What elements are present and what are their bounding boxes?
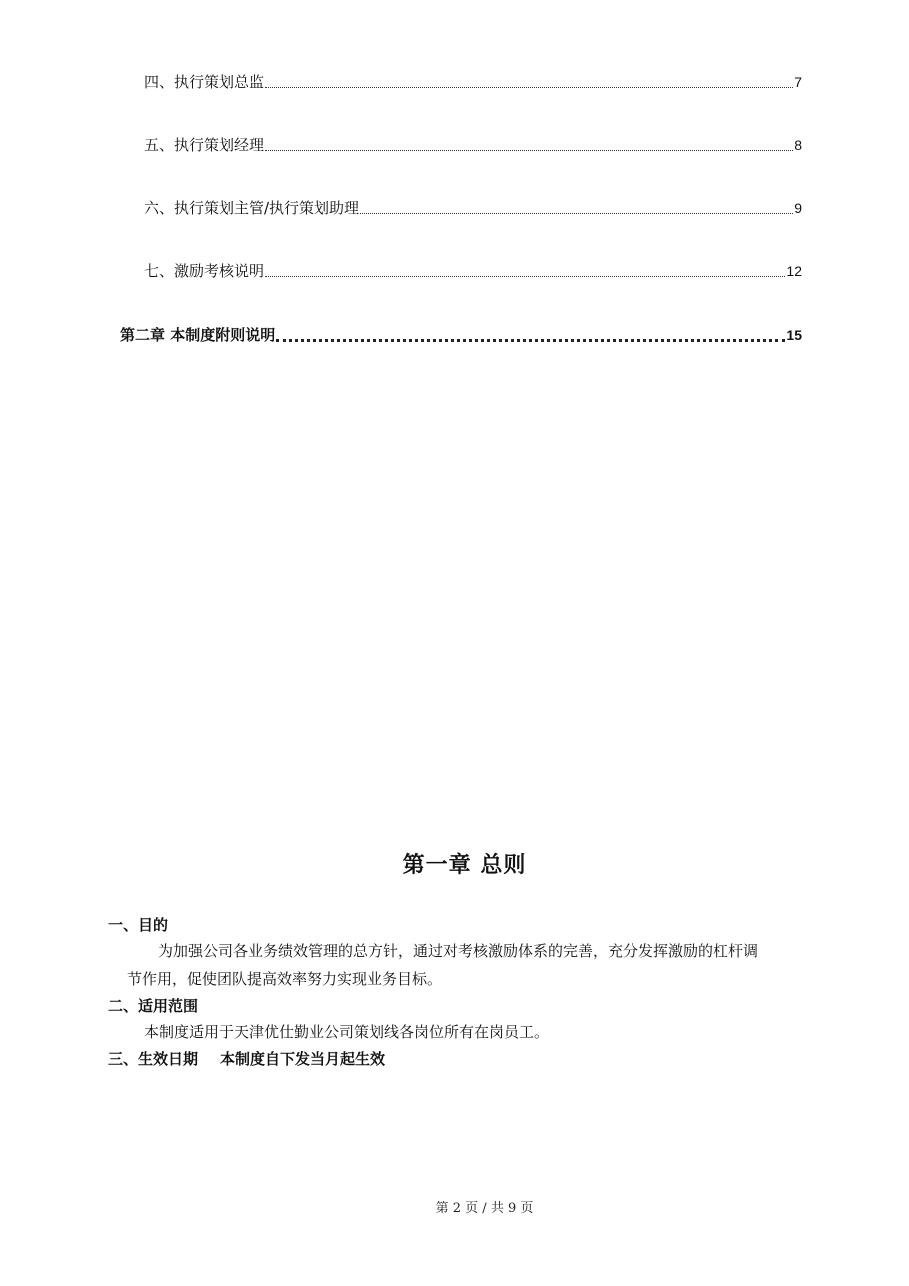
- toc-chapter-label: 第二章 本制度附则说明: [120, 326, 276, 344]
- toc-entry-label: 七、激励考核说明: [144, 262, 265, 280]
- section-paragraph-line: 节作用，促使团队提高效率努力实现业务目标。: [127, 970, 443, 988]
- toc-entry-label: 四、执行策划总监: [144, 73, 265, 91]
- effective-date-note: 本制度自下发当月起生效: [220, 1050, 386, 1068]
- toc-leader-dots: [276, 338, 785, 342]
- toc-leader-dots: [360, 212, 793, 214]
- toc-page-number: 9: [794, 200, 802, 216]
- section-heading-scope: 二、适用范围: [108, 997, 199, 1015]
- toc-leader-dots: [265, 149, 793, 151]
- toc-page-number: 15: [786, 327, 802, 343]
- chapter-title: 第一章 总则: [402, 853, 527, 878]
- section-heading-effective-date: [108, 1048, 385, 1070]
- section-paragraph-line: 本制度适用于天津优仕勤业公司策划线各岗位所有在岗员工。: [144, 1023, 550, 1041]
- toc-entry-label: 六、执行策划主管/执行策划助理: [144, 199, 360, 217]
- section-heading-label: 三、生效日期: [108, 1050, 199, 1068]
- toc-chapter-entry[interactable]: [120, 325, 802, 345]
- toc-entry-label: 五、执行策划经理: [144, 136, 265, 154]
- toc-page-number: 7: [794, 74, 802, 90]
- page-footer: 第 2 页 / 共 9 页: [435, 1201, 534, 1216]
- toc-entry[interactable]: [144, 135, 802, 155]
- toc-entry[interactable]: [144, 198, 802, 218]
- toc-entry[interactable]: [144, 72, 802, 92]
- toc-entry[interactable]: [144, 261, 802, 281]
- toc-page-number: 8: [794, 137, 802, 153]
- section-heading-purpose: 一、目的: [108, 916, 169, 934]
- toc-leader-dots: [265, 275, 785, 277]
- toc-leader-dots: [265, 86, 793, 88]
- section-paragraph-line: 为加强公司各业务绩效管理的总方针，通过对考核激励体系的完善，充分发挥激励的杠杆调: [158, 942, 759, 960]
- toc-page-number: 12: [786, 263, 802, 279]
